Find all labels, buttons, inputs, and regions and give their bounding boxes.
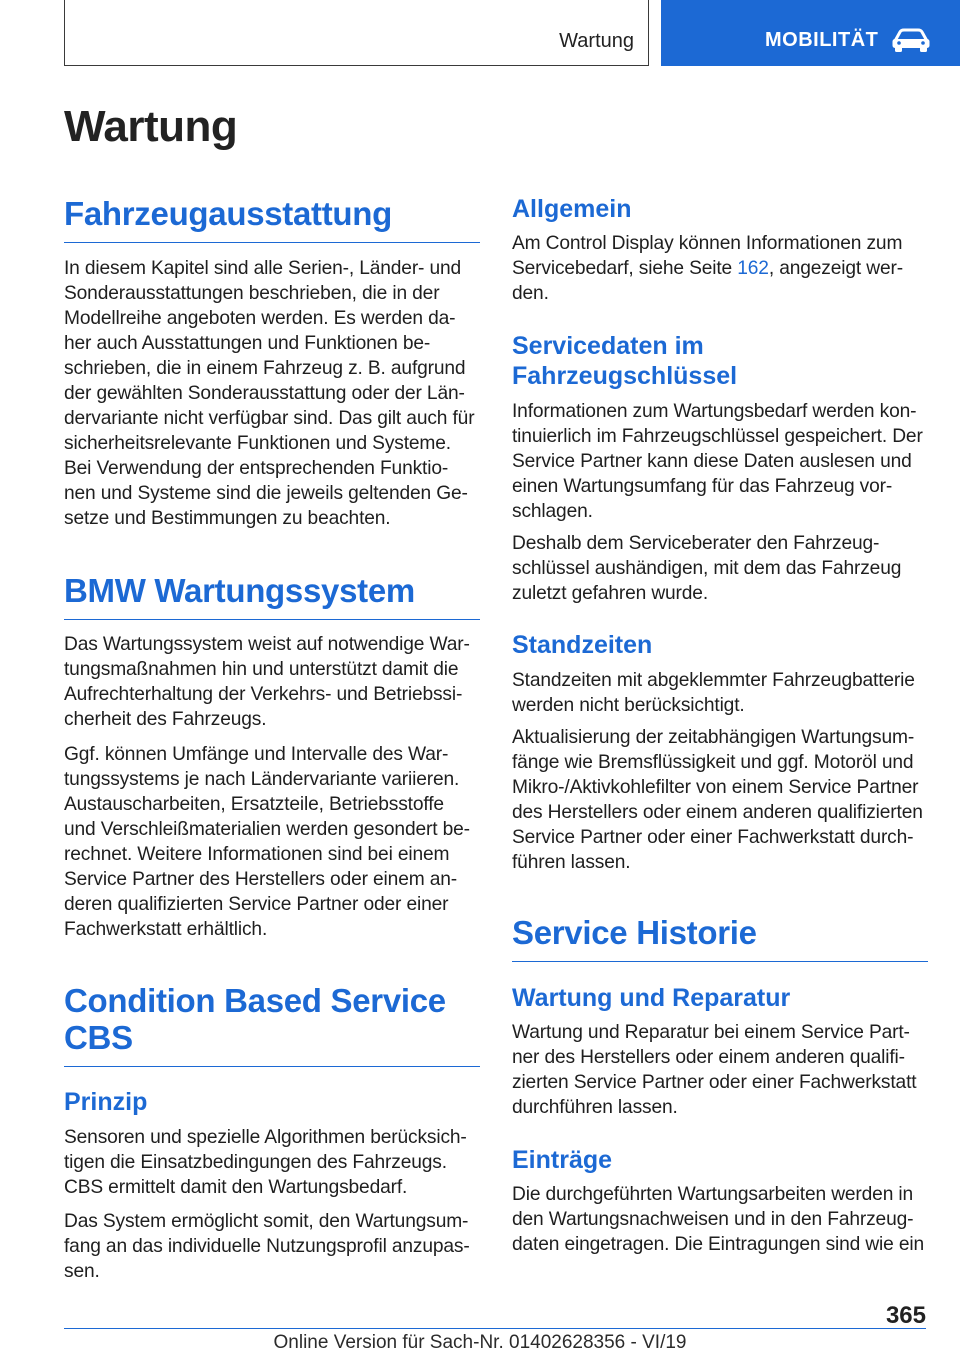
heading-line: CBS <box>64 1019 133 1056</box>
footer-text: Online Version für Sach-Nr. 01402628356 - VI/19 <box>273 1332 687 1353</box>
text-line: tigen die Einsatzbedingungen des Fahrzeugs. <box>64 1152 447 1173</box>
text-line: setze und Bestimmungen zu beachten. <box>64 508 391 529</box>
text-line: Service Partner kann diese Daten auslesen und <box>512 451 912 472</box>
text-line: Fachwerkstatt erhältlich. <box>64 919 268 940</box>
text-line: CBS ermittelt damit den Wartungsbedarf. <box>64 1177 408 1198</box>
footer-divider <box>64 1328 926 1329</box>
heading-condition-based-service <box>64 982 480 1067</box>
heading-bmw-wartungssystem: BMW Wartungssystem <box>64 572 480 620</box>
text-line: Service Partner des Herstellers oder einem an- <box>64 869 458 890</box>
text-line: cherheit des Fahrzeugs. <box>64 709 267 730</box>
paragraph-prinzip-1 <box>64 1125 482 1200</box>
text-line: deren qualifizierten Service Partner oder einer <box>64 894 449 915</box>
paragraph-bws-1 <box>64 632 482 732</box>
text-line: schlagen. <box>512 501 593 522</box>
heading-fahrzeugausstattung: Fahrzeugausstattung <box>64 195 480 243</box>
text-line: Das System ermöglicht somit, den Wartungsum- <box>64 1211 469 1232</box>
text-line: Das Wartungssystem weist auf notwendige War- <box>64 634 470 655</box>
text-line: den Wartungsnachweisen und in den Fahrzeug- <box>512 1209 914 1230</box>
text-line: Service Partner oder einer Fachwerkstatt durch- <box>512 827 914 848</box>
text-line: Sonderausstattungen beschrieben, die in der <box>64 283 440 304</box>
paragraph-bws-2 <box>64 742 482 942</box>
text-line: rechnet. Weitere Informationen sind bei einem <box>64 844 450 865</box>
heading-service-historie: Service Historie <box>512 914 928 962</box>
paragraph-allgemein <box>512 231 930 306</box>
text-line: Deshalb dem Serviceberater den Fahrzeug- <box>512 533 880 554</box>
text-line: Mikro-/Aktivkohlefilter von einem Service Partner <box>512 777 919 798</box>
paragraph-fahrzeugausstattung <box>64 256 482 531</box>
paragraph-servicedaten-1 <box>512 399 930 524</box>
text-line: nen und Systeme sind die jeweils geltenden Ge- <box>64 483 468 504</box>
heading-eintraege: Einträge <box>512 1146 613 1174</box>
text-line: Wartung und Reparatur bei einem Service Part- <box>512 1022 910 1043</box>
page-number: 365 <box>885 1302 926 1329</box>
text-line: tungsmaßnahmen hin und unterstützt damit die <box>64 659 459 680</box>
car-icon <box>891 27 931 53</box>
header-chapter-box <box>661 0 960 66</box>
text-line: Aufrechterhaltung der Verkehrs- und Betriebssi- <box>64 684 463 705</box>
paragraph-standzeiten-2 <box>512 725 930 875</box>
text-line: des Herstellers oder einem anderen qualifizierten <box>512 802 923 823</box>
text-line: der gewählten Sonderausstattung oder der Län- <box>64 383 465 404</box>
page-reference-link[interactable]: 162 <box>737 258 769 279</box>
text-line: Die durchgeführten Wartungsarbeiten werden in <box>512 1184 914 1205</box>
text-segment: Servicebedarf, siehe Seite <box>512 258 738 279</box>
paragraph-prinzip-2 <box>64 1209 482 1284</box>
text-line: werden nicht berücksichtigt. <box>512 695 745 716</box>
text-line: schlüssel aushändigen, mit dem das Fahrzeug <box>512 558 902 579</box>
text-line: her auch Ausstattungen und Funktionen be- <box>64 333 431 354</box>
heading-servicedaten <box>512 331 928 391</box>
text-line: den. <box>512 283 549 304</box>
paragraph-servicedaten-2 <box>512 531 930 606</box>
heading-line: Fahrzeugschlüssel <box>512 362 738 390</box>
page-title: Wartung <box>64 102 238 151</box>
text-line <box>512 256 930 281</box>
text-line: Informationen zum Wartungsbedarf werden kon- <box>512 401 917 422</box>
text-line: Sensoren und spezielle Algorithmen berücksich- <box>64 1127 467 1148</box>
paragraph-standzeiten-1 <box>512 668 930 718</box>
text-line: Austauscharbeiten, Ersatzteile, Betriebsstoffe <box>64 794 444 815</box>
text-line: Modellreihe angeboten werden. Es werden da- <box>64 308 456 329</box>
text-line: daten eingetragen. Die Eintragungen sind wie ein <box>512 1234 925 1255</box>
text-line: tinuierlich im Fahrzeugschlüssel gespeichert. Der <box>512 426 923 447</box>
text-line: Bei Verwendung der entsprechenden Funktio- <box>64 458 449 479</box>
text-line: einen Wartungsumfang für das Fahrzeug vor- <box>512 476 893 497</box>
paragraph-wartung-und-reparatur <box>512 1020 930 1120</box>
heading-wartung-und-reparatur: Wartung und Reparatur <box>512 984 791 1012</box>
text-line: ner des Herstellers oder einem anderen qualifi- <box>512 1047 905 1068</box>
text-line: durchführen lassen. <box>512 1097 678 1118</box>
heading-line: Condition Based Service <box>64 982 446 1019</box>
text-line: schrieben, die in einem Fahrzeug z. B. aufgrund <box>64 358 466 379</box>
heading-prinzip: Prinzip <box>64 1088 148 1116</box>
text-line: fang an das individuelle Nutzungsprofil anzupas- <box>64 1236 470 1257</box>
text-line: sen. <box>64 1261 100 1282</box>
heading-allgemein: Allgemein <box>512 195 632 223</box>
header-section-title: Wartung <box>559 30 634 52</box>
text-line: Aktualisierung der zeitabhängigen Wartungsum- <box>512 727 915 748</box>
heading-line: Servicedaten im <box>512 332 704 360</box>
text-line: zuletzt gefahren wurde. <box>512 583 709 604</box>
text-line: tungssystems je nach Ländervariante variieren. <box>64 769 460 790</box>
text-line: sicherheitsrelevante Funktionen und Systeme. <box>64 433 451 454</box>
header-chapter-title: MOBILITÄT <box>765 29 879 51</box>
header-section-box <box>64 0 649 66</box>
text-line: fänge wie Bremsflüssigkeit und ggf. Motoröl und <box>512 752 914 773</box>
paragraph-eintraege <box>512 1182 930 1257</box>
text-line: Standzeiten mit abgeklemmter Fahrzeugbatterie <box>512 670 915 691</box>
text-line: zierten Service Partner oder einer Fachwerkstatt <box>512 1072 917 1093</box>
text-line: Am Control Display können Informationen zum <box>512 233 903 254</box>
text-line: führen lassen. <box>512 852 631 873</box>
heading-standzeiten: Standzeiten <box>512 631 653 659</box>
text-line: Ggf. können Umfänge und Intervalle des War- <box>64 744 449 765</box>
text-line: In diesem Kapitel sind alle Serien-, Länder- und <box>64 258 462 279</box>
text-line: und Verschleißmaterialien werden gesondert be- <box>64 819 470 840</box>
text-segment: , angezeigt wer- <box>768 258 903 279</box>
text-line: dervariante nicht verfügbar sind. Das gilt auch für <box>64 408 475 429</box>
